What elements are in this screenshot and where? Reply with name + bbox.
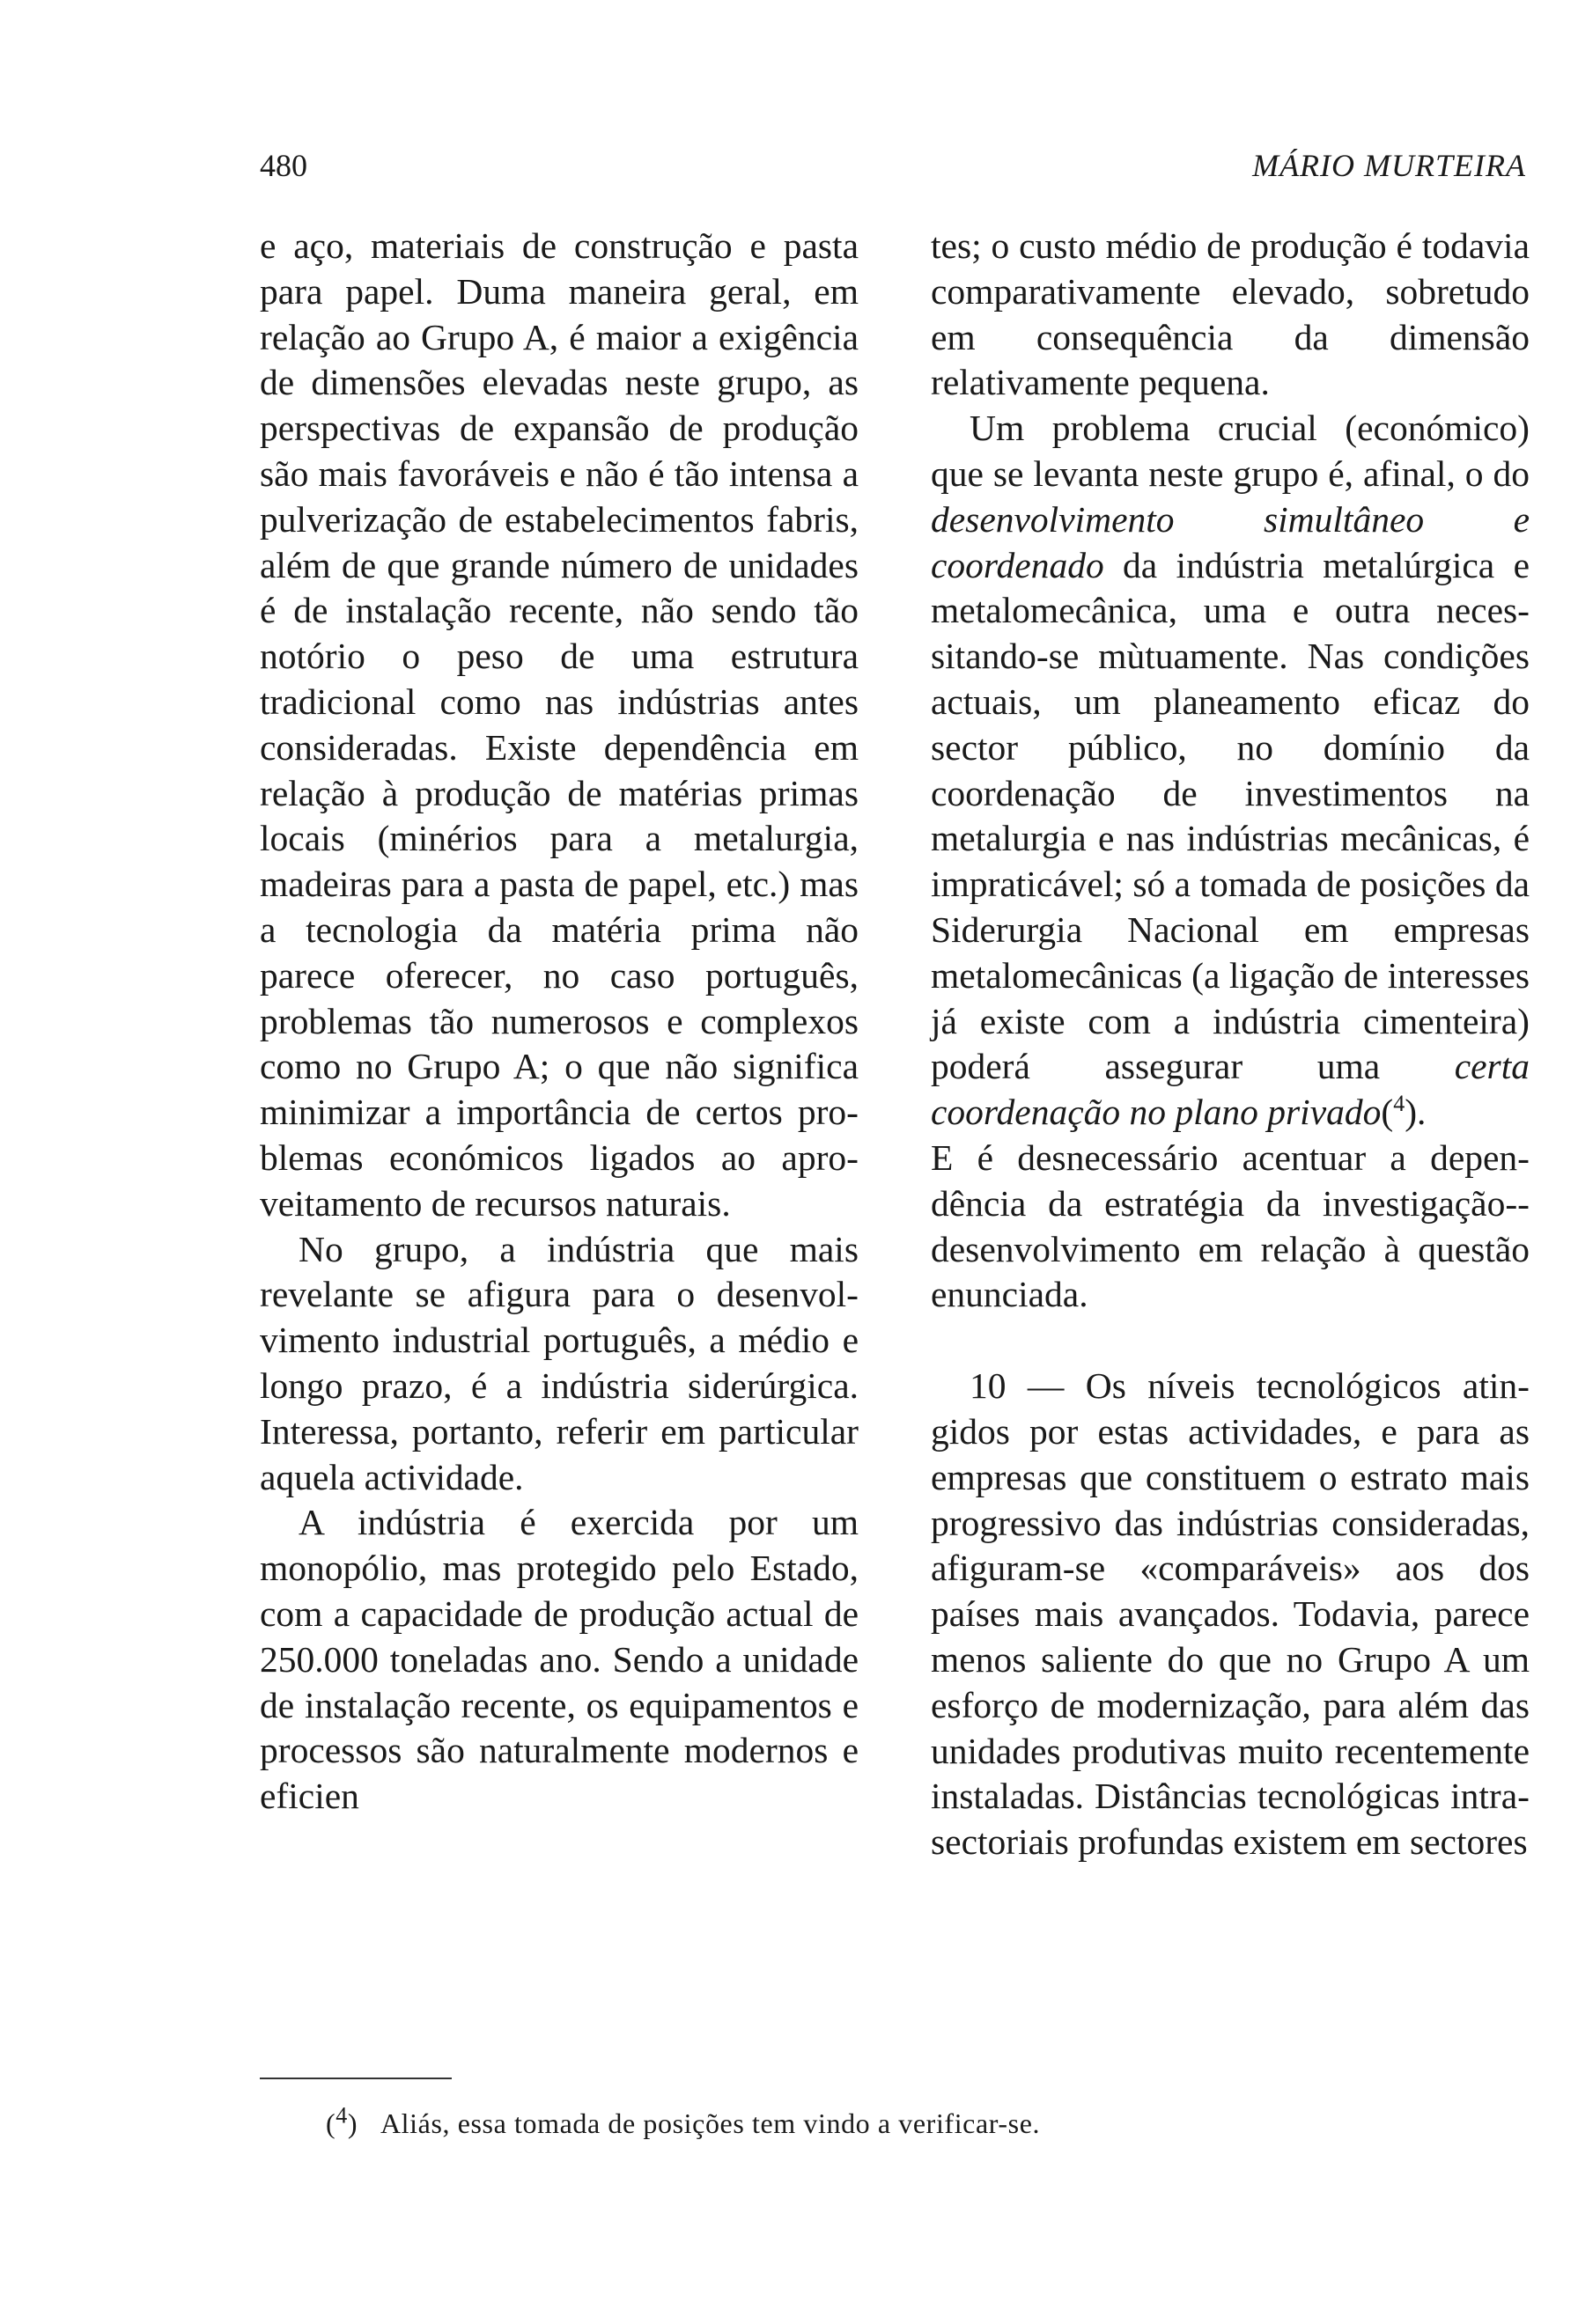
page-header [260, 148, 1526, 201]
emphasis-desenvolvimento: desenvolvimento simultâneo e coordenado [931, 498, 1530, 585]
left-column [260, 224, 859, 1820]
right-paragraph-2-text-b: da indústria metalúrgica e metalomecânica, uma e outra necessitando-se mùtuamente. Nas condições actuais, um planeamento eficaz do sector público, no domínio da coordenação de investimentos na metalurgia e nas indústrias mecânicas, é impraticável; só a tomada de posições da Siderurgia Nacional em empresas metalomecânicas (a ligação de interesses já existe com a indústria cimenteira) poderá assegurar uma [931, 544, 1530, 1087]
emphasis-coordenacao: certa coordenação no plano privado [931, 1046, 1530, 1133]
right-paragraph-3: E é desnecessário acentuar a dependência da estratégia da investigação--desenvolvimento em relação à questão enunciada. [931, 1136, 1530, 1315]
left-paragraph-2: No grupo, a indústria que mais revelante se afigura para o desenvolvimento industrial português, a médio e longo prazo, é a indústria siderúrgica. Interessa, portanto, referir em particular aquela actividade. [260, 1228, 859, 1497]
footnote [326, 2102, 1041, 2141]
right-paragraph-1: tes; o custo médio de produção é todavia comparativamente elevado, sobretudo em consequência da dimensão relativamente pequena. [931, 225, 1530, 403]
footnote-marker: ($^4$) [326, 2102, 358, 2139]
section-10-paragraph: 10 — Os níveis tecnológicos atingidos por estas actividades, e para as empresas que constituem o estrato mais progressivo das indústrias consideradas, afiguram-se «comparáveis» aos dos países mais avançados. Todavia, parece menos saliente do que no Grupo A um esforço de modernização, para além das unidades produtivas muito recentemente instaladas. Distâncias tecnológicas intra-sectoriais profundas existem em sectores [931, 1365, 1530, 1863]
right-column [931, 224, 1530, 1865]
right-paragraph-2 [931, 406, 1530, 1136]
right-paragraph-2-text-a: Um problema crucial (económico) que se levanta neste grupo é, afinal, o do [931, 408, 1530, 494]
page-number: 480 [260, 148, 307, 183]
left-paragraph-3: A indústria é exercida por um monopólio, mas protegido pelo Estado, com a capacidade de produção actual de 250.000 toneladas ano. Sendo a unidade de instalação recente, os equipamentos e processos são naturalmente modernos e eficien [260, 1502, 859, 1817]
left-paragraph-1: e aço, materiais de construção e pasta para papel. Duma maneira geral, em relação ao Grupo A, é maior a exigência de dimensões elevadas neste grupo, as perspectivas de expansão de produção são mais favoráveis e não é tão intensa a pulverização de estabelecimentos fabris, além de que grande número de unidades é de instalação recente, não sendo tão notório o peso de uma estrutura tradicional como nas indústrias antes consideradas. Existe dependência em relação à produção de matérias primas locais (minérios para a metalurgia, madeiras para a pasta de papel, etc.) mas a tecnologia da matéria prima não parece oferecer, no caso português, problemas tão numerosos e complexos como no Grupo A; o que não significa minimizar a importância de certos problemas económicos ligados ao aproveitamento de recursos naturais. [260, 225, 859, 1224]
footnote-text: Aliás, essa tomada de posições tem vindo a verificar-se. [380, 2107, 1041, 2139]
running-head-author: MÁRIO MURTEIRA [1252, 148, 1526, 183]
footnote-divider [260, 2078, 452, 2079]
footnote-reference[interactable]: ($^4$). [1381, 1091, 1427, 1133]
